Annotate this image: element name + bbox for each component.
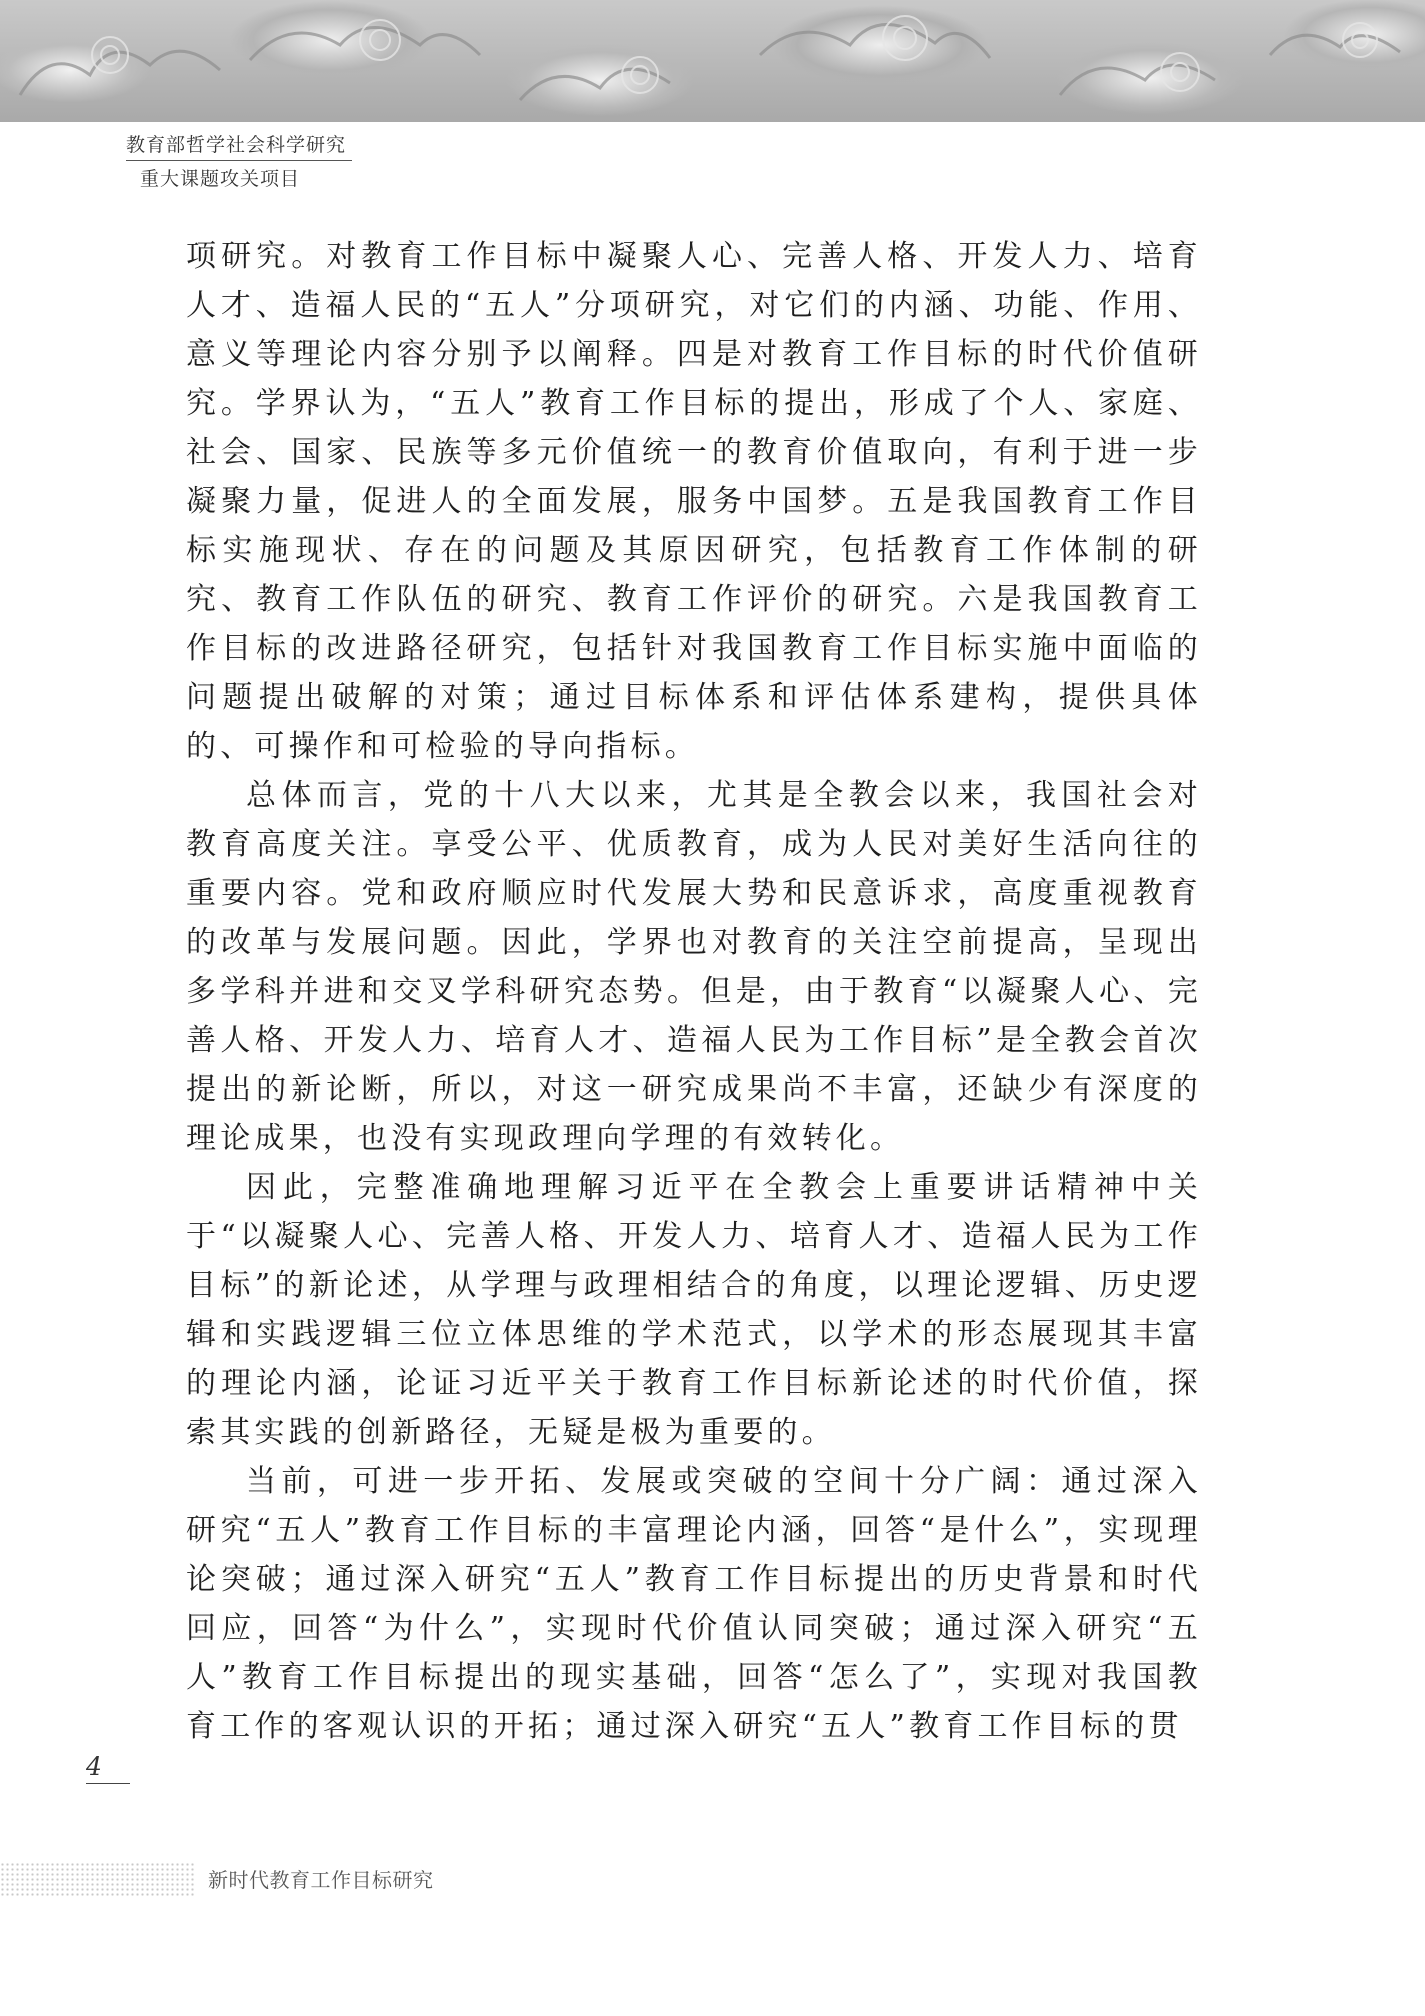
series-title-line2: 重大课题攻关项目 xyxy=(140,168,301,190)
paragraph-continued: 项研究。对教育工作目标中凝聚人心、完善人格、开发人力、培育人才、造福人民的“五人”分项研究，对它们的内涵、功能、作用、意义等理论内容分别予以阐释。四是对教育工作目标的时代价值研究。学界认为，“五人”教育工作目标的提出，形成了个人、家庭、社会、国家、民族等多元价值统一的教育价值取向，有利于进一步凝聚力量，促进人的全面发展，服务中国梦。五是我国教育工作目标实施现状、存在的问题及其原因研究，包括教育工作体制的研究、教育工作队伍的研究、教育工作评价的研究。六是我国教育工作目标的改进路径研究，包括针对我国教育工作目标实施中面临的问题提出破解的对策；通过目标体系和评估体系建构，提供具体的、可操作和可检验的导向指标。 xyxy=(186,239,1202,764)
body-text xyxy=(186,232,1202,1751)
cloud-pattern-icon xyxy=(0,0,1425,122)
page-number: 4 xyxy=(86,1752,130,1784)
running-header xyxy=(126,130,352,191)
paragraph: 总体而言，党的十八大以来，尤其是全教会以来，我国社会对教育高度关注。享受公平、优质教育，成为人民对美好生活向往的重要内容。党和政府顺应时代发展大势和民意诉求，高度重视教育的改革与发展问题。因此，学界也对教育的关注空前提高，呈现出多学科并进和交叉学科研究态势。但是，由于教育“以凝聚人心、完善人格、开发人力、培育人才、造福人民为工作目标”是全教会首次提出的新论断，所以，对这一研究成果尚不丰富，还缺少有深度的理论成果，也没有实现政理向学理的有效转化。 xyxy=(186,778,1202,1156)
paragraph: 因此，完整准确地理解习近平在全教会上重要讲话精神中关于“以凝聚人心、完善人格、开发人力、培育人才、造福人民为工作目标”的新论述，从学理与政理相结合的角度，以理论逻辑、历史逻辑和实践逻辑三位立体思维的学术范式，以学术的形态展现其丰富的理论内涵，论证习近平关于教育工作目标新论述的时代价值，探索其实践的创新路径，无疑是极为重要的。 xyxy=(186,1170,1202,1450)
footer-dot-pattern xyxy=(0,1862,196,1898)
footer-book-title: 新时代教育工作目标研究 xyxy=(208,1868,434,1892)
series-title-line1: 教育部哲学社会科学研究 xyxy=(126,130,352,161)
paragraph: 当前，可进一步开拓、发展或突破的空间十分广阔：通过深入研究“五人”教育工作目标的丰富理论内涵，回答“是什么”，实现理论突破；通过深入研究“五人”教育工作目标提出的历史背景和时代回应，回答“为什么”，实现时代价值认同突破；通过深入研究“五人”教育工作目标提出的现实基础，回答“怎么了”，实现对我国教育工作的客观认识的开拓；通过深入研究“五人”教育工作目标的贯 xyxy=(186,1464,1202,1744)
decorative-cloud-banner xyxy=(0,0,1425,122)
